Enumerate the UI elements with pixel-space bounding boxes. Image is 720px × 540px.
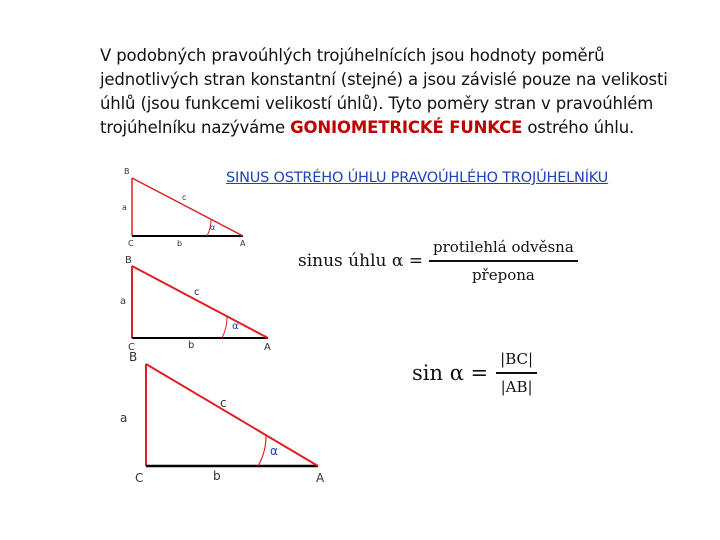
fraction <box>496 350 537 396</box>
vertex-A: A <box>316 471 325 485</box>
triangle-small <box>122 167 246 248</box>
side-b-label: b <box>177 239 183 248</box>
hypotenuse-c <box>132 266 268 338</box>
intro-text: V podobných pravoúhlých trojúhelnících jsou hodnoty poměrů jednotlivých stran konstantní (stejné) a jsou závislé pouze na velikosti úhlů (jsou funkcemi velikostí úhlů). Tyto poměry stran v pravoúhlém trojúhelníku nazýváme <box>100 46 668 137</box>
fraction-numerator: |BC| <box>500 350 534 368</box>
side-b-label: b <box>213 469 221 483</box>
fraction <box>429 238 578 284</box>
side-b-label: b <box>188 340 195 351</box>
hypotenuse-c <box>146 364 318 466</box>
hypotenuse-c <box>132 178 243 236</box>
vertex-A: A <box>240 239 246 248</box>
vertex-A: A <box>264 342 271 353</box>
vertex-B: B <box>125 255 132 266</box>
fraction-numerator: protilehlá odvěsna <box>433 238 574 256</box>
triangle-medium <box>120 255 271 353</box>
alpha-label: α <box>210 223 216 232</box>
angle-arc <box>258 435 266 466</box>
vertex-C: C <box>128 342 135 353</box>
side-c-label: c <box>182 193 187 202</box>
intro-highlight: GONIOMETRICKÉ FUNKCE <box>290 118 523 137</box>
sinus-verbal-formula <box>298 238 578 284</box>
sinus-symbolic-formula <box>412 350 537 396</box>
intro-text-end: ostrého úhlu. <box>522 118 635 137</box>
side-a-label: a <box>120 296 127 307</box>
side-c-label: c <box>194 287 200 298</box>
vertex-B: B <box>124 167 130 176</box>
section-heading-link[interactable]: SINUS OSTRÉHO ÚHLU PRAVOÚHLÉHO TROJÚHELNÍKU <box>226 170 609 186</box>
triangle-large <box>120 350 325 485</box>
vertex-B: B <box>129 350 138 364</box>
formula-lhs: sinus úhlu α = <box>298 250 424 271</box>
formula-lhs: sin α = <box>412 360 489 385</box>
angle-arc <box>222 316 227 338</box>
vertex-C: C <box>135 471 144 485</box>
fraction-denominator: přepona <box>471 265 535 284</box>
side-a-label: a <box>120 411 128 425</box>
alpha-label: α <box>270 444 278 458</box>
alpha-label: α <box>232 321 239 332</box>
side-c-label: c <box>220 396 227 410</box>
vertex-C: C <box>128 239 134 248</box>
fraction-denominator: |AB| <box>500 377 533 396</box>
side-a-label: a <box>122 203 127 212</box>
